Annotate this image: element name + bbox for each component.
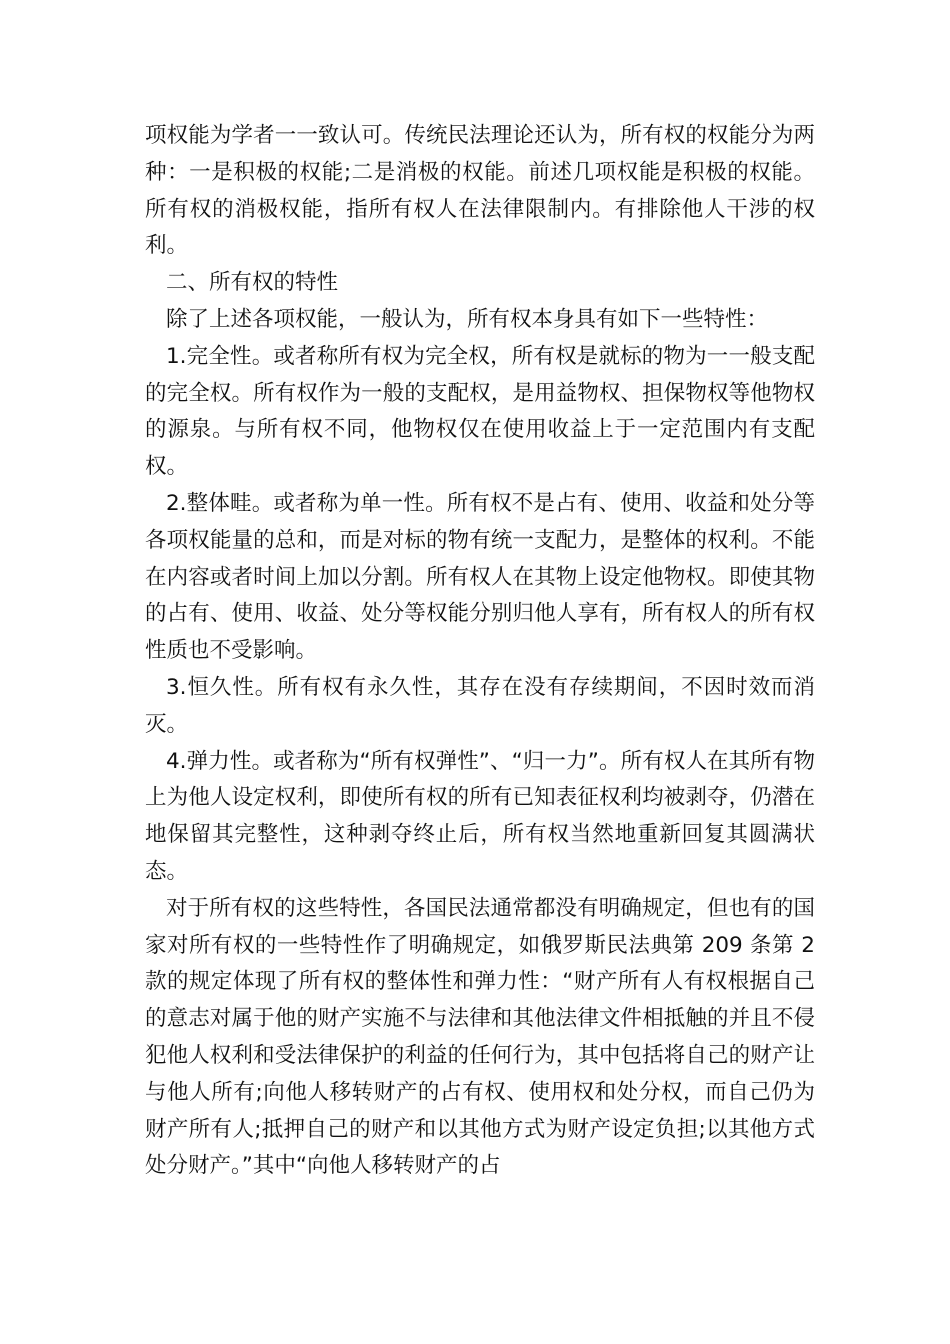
paragraph-characteristics-intro: 除了上述各项权能，一般认为，所有权本身具有如下一些特性：: [166, 306, 769, 332]
paragraph-completeness: 1.完全性。或者称所有权为完全权，所有权是就标的物为一一般支配的完全权。所有权作为一般的支配权，是用益物权、担保物权等他物权的源泉。与所有权不同，他物权仅在使用收益上于一定范围内有支配权。: [145, 343, 815, 480]
paragraph-ownership-powers: 项权能为学者一一致认可。传统民法理论还认为，所有权的权能分为两种：一是积极的权能;二是消极的权能。前述几项权能是积极的权能。所有权的消极权能，指所有权人在法律限制内。有排除他人干涉的权利。: [145, 123, 815, 259]
paragraph-elasticity: 4.弹力性。或者称为“所有权弹性”、“归一力”。所有权人在其所有物上为他人设定权利，即使所有权的所有已知表征权利均被剥夺，仍潜在地保留其完整性，这种剥夺终止后，所有权当然地重新回复其圆满状态。: [145, 748, 815, 884]
paragraph-integrity: 2.整体畦。或者称为单一性。所有权不是占有、使用、收益和处分等各项权能量的总和，而是对标的物有统一支配力，是整体的权利。不能在内容或者时间上加以分割。所有权人在其物上设定他物权。即使其物的占有、使用、收益、处分等权能分别归他人享有，所有权人的所有权性质也不受影响。: [145, 490, 815, 664]
section-heading-ownership-characteristics: 二、所有权的特性: [166, 270, 339, 296]
paragraph-permanence: 3.恒久性。所有权有永久性，其存在没有存续期间，不因时效而消灭。: [145, 674, 815, 737]
document-body: [145, 118, 815, 1185]
paragraph-legislation: 对于所有权的这些特性，各国民法通常都没有明确规定，但也有的国家对所有权的一些特性作了明确规定，如俄罗斯民法典第 209 条第 2 款的规定体现了所有权的整体性和弹力性：“财产所有人有权根据自己的意志对属于他的财产实施不与法律和其他法律文件相抵触的并且不侵犯他人权利和受法律保护的利益的任何行为，其中包括将自己的财产让与他人所有;向他人移转财产的占有权、使用权和处分权，而自己仍为财产所有人;抵押自己的财产和以其他方式为财产设定负担;以其他方式处分财产。”其中“向他人移转财产的占: [145, 895, 815, 1179]
